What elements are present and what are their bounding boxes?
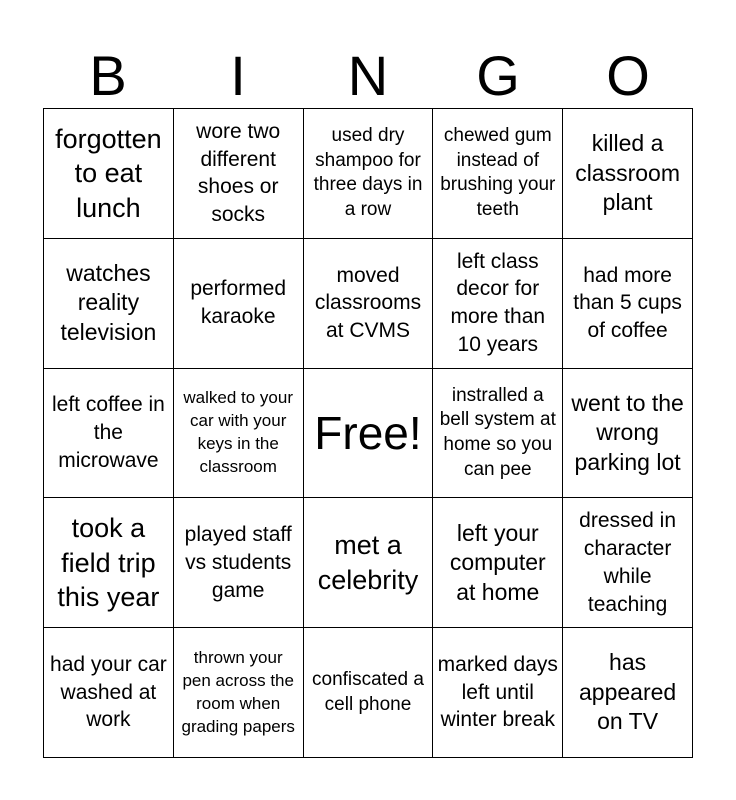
cell-text: left class decor for more than 10 years bbox=[450, 249, 546, 356]
bingo-cell-r2-c4[interactable] bbox=[433, 239, 563, 369]
cell-text: marked days left until winter break bbox=[437, 653, 558, 732]
cell-text: had your car washed at work bbox=[50, 653, 167, 732]
cell-text: wore two different shoes or socks bbox=[196, 119, 281, 227]
cell-text: forgotten to eat lunch bbox=[55, 123, 162, 223]
cell-text: performed karaoke bbox=[190, 277, 287, 329]
header-letter-o: O bbox=[606, 44, 650, 107]
cell-text: thrown your pen across the room when grading papers bbox=[181, 647, 295, 736]
bingo-cell-r3-c5[interactable] bbox=[563, 369, 693, 499]
cell-text: left your computer at home bbox=[449, 519, 546, 605]
bingo-cell-r5-c4[interactable] bbox=[433, 628, 563, 758]
bingo-cell-r5-c2[interactable] bbox=[174, 628, 304, 758]
bingo-cell-r3-c2[interactable] bbox=[174, 369, 304, 499]
cell-text: moved classrooms at CVMS bbox=[314, 263, 422, 343]
cell-text: killed a classroom plant bbox=[575, 130, 680, 216]
bingo-cell-r1-c4[interactable] bbox=[433, 109, 563, 239]
cell-text: confiscated a cell phone bbox=[312, 668, 424, 715]
bingo-cell-r1-c3[interactable] bbox=[304, 109, 434, 239]
cell-text: played staff vs students game bbox=[184, 523, 292, 602]
bingo-cell-r2-c3[interactable] bbox=[304, 239, 434, 369]
bingo-cell-r3-c1[interactable] bbox=[44, 369, 174, 499]
bingo-cell-r1-c5[interactable] bbox=[563, 109, 693, 239]
cell-text: watches reality television bbox=[60, 260, 157, 345]
bingo-board bbox=[43, 108, 693, 758]
cell-text: dressed in character while teaching bbox=[579, 509, 677, 616]
cell-text: has appeared on TV bbox=[578, 649, 677, 735]
bingo-cell-r4-c3[interactable] bbox=[304, 498, 434, 628]
cell-text: took a field trip this year bbox=[57, 512, 160, 613]
bingo-cell-r2-c5[interactable] bbox=[563, 239, 693, 369]
bingo-cell-r4-c5[interactable] bbox=[563, 498, 693, 628]
bingo-cell-r5-c3[interactable] bbox=[304, 628, 434, 758]
cell-text: chewed gum instead of brushing your teeth bbox=[440, 125, 556, 221]
bingo-header bbox=[43, 44, 693, 108]
cell-text: instralled a bell system at home so you can pee bbox=[439, 384, 556, 480]
header-letter-n: N bbox=[347, 44, 389, 107]
header-letter-b: B bbox=[89, 44, 127, 107]
cell-text: had more than 5 cups of coffee bbox=[573, 263, 682, 343]
bingo-cell-r2-c2[interactable] bbox=[174, 239, 304, 369]
header-letter-g: G bbox=[476, 44, 520, 107]
bingo-cell-free[interactable] bbox=[304, 369, 434, 499]
bingo-cell-r4-c4[interactable] bbox=[433, 498, 563, 628]
bingo-cell-r5-c5[interactable] bbox=[563, 628, 693, 758]
bingo-cell-r2-c1[interactable] bbox=[44, 239, 174, 369]
bingo-cell-r3-c4[interactable] bbox=[433, 369, 563, 499]
free-space-text: Free! bbox=[314, 406, 422, 459]
header-letter-i: I bbox=[230, 44, 246, 107]
cell-text: met a celebrity bbox=[317, 530, 419, 595]
bingo-cell-r5-c1[interactable] bbox=[44, 628, 174, 758]
bingo-cell-r4-c1[interactable] bbox=[44, 498, 174, 628]
cell-text: went to the wrong parking lot bbox=[571, 389, 684, 475]
cell-text: used dry shampoo for three days in a row bbox=[313, 125, 423, 221]
cell-text: walked to your car with your keys in the classroom bbox=[183, 388, 293, 476]
bingo-cell-r1-c2[interactable] bbox=[174, 109, 304, 239]
bingo-cell-r1-c1[interactable] bbox=[44, 109, 174, 239]
bingo-cell-r4-c2[interactable] bbox=[174, 498, 304, 628]
cell-text: left coffee in the microwave bbox=[51, 393, 165, 472]
